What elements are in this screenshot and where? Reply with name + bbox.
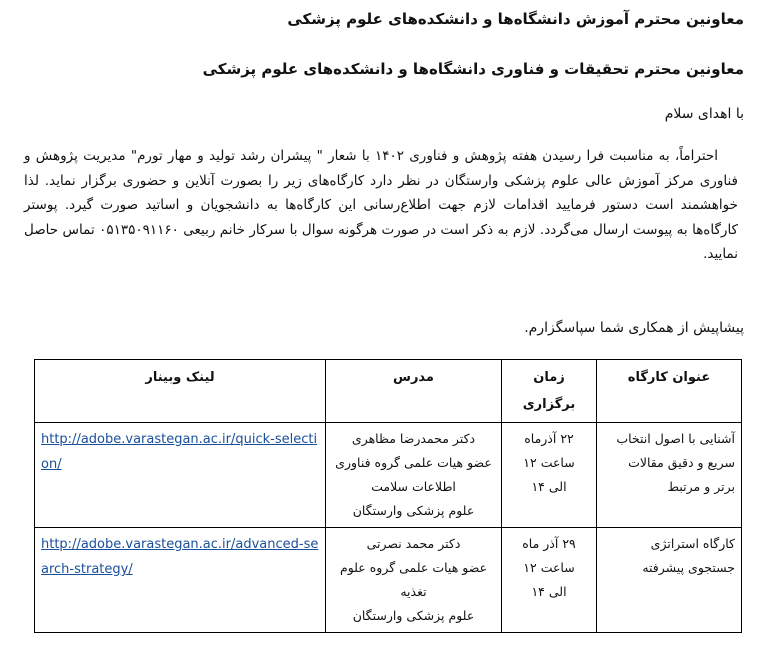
workshop-title-cell: [597, 423, 742, 528]
teacher-line: تغذیه: [400, 584, 427, 599]
workshop-time-line: الی ۱۴: [531, 479, 567, 494]
greeting: با اهدای سلام: [664, 106, 744, 122]
workshop-title-line: کارگاه استراتژی: [650, 536, 735, 551]
table-header-row: [35, 360, 742, 423]
header-link: لینک وبینار: [35, 360, 326, 423]
workshop-date-line: ۲۲ آذرماه: [524, 431, 574, 446]
workshop-date-cell: [502, 423, 597, 528]
workshop-teacher-cell: [326, 423, 502, 528]
teacher-line: علوم پزشکی وارستگان: [352, 503, 475, 518]
teacher-line: عضو هیات علمی گروه فناوری: [335, 455, 492, 470]
table-row: [35, 528, 742, 633]
workshop-time-line: ساعت ۱۲: [523, 560, 575, 575]
header-date-line2: برگزاری: [522, 397, 576, 412]
teacher-line: دکتر محمد نصرتی: [366, 536, 461, 551]
teacher-line: عضو هیات علمی گروه علوم: [339, 560, 488, 575]
teacher-line: دکتر محمدرضا مظاهری: [351, 431, 476, 446]
webinar-link[interactable]: http://adobe.varastegan.ac.ir/quick-selection/: [41, 432, 318, 472]
workshop-date-cell: [502, 528, 597, 633]
recipient-heading-education: معاونین محترم آموزش دانشگاه‌ها و دانشکده‌های علوم پزشکی: [287, 10, 744, 28]
webinar-link[interactable]: http://adobe.varastegan.ac.ir/advanced-search-strategy/: [41, 537, 319, 577]
workshop-time-line: ساعت ۱۲: [523, 455, 575, 470]
header-date-line1: زمان: [533, 370, 565, 385]
webinar-link-cell: [35, 423, 326, 528]
teacher-line: علوم پزشکی وارستگان: [352, 608, 475, 623]
table-row: [35, 423, 742, 528]
header-teacher: مدرس: [326, 360, 502, 423]
body-paragraph: احتراماً، به مناسبت فرا رسیدن هفته پژوهش و فناوری ۱۴۰۲ با شعار " پیشران رشد تولید و مهار تورم" مدیریت پژوهش و فناوری مرکز آموزش عالی علوم پزشکی وارستگان در نظر دارد کارگاه‌های زیر را بصورت آنلاین و حضوری برگزار نماید. لذا خواهشمند است دستور فرمایید اقدامات لازم جهت اطلاع‌رسانی این کارگاه‌ها به دانشجویان و اساتید صورت گیرد. پوستر کارگاه‌ها به پیوست ارسال می‌گردد. لازم به ذکر است در صورت هرگونه سوال با سرکار خانم ربیعی ۰۵۱۳۵۰۹۱۱۶۰ تماس حاصل نمایید.: [24, 148, 738, 262]
workshop-table: [34, 359, 742, 633]
workshop-title-line: جستجوی پیشرفته: [642, 560, 735, 575]
header-title: عنوان کارگاه: [597, 360, 742, 423]
header-date: [502, 360, 597, 423]
workshop-time-line: الی ۱۴: [531, 584, 567, 599]
webinar-link-cell: [35, 528, 326, 633]
workshop-title-line: برتر و مرتبط: [667, 479, 735, 494]
workshop-date-line: ۲۹ آذر ماه: [522, 536, 576, 551]
teacher-line: اطلاعات سلامت: [371, 479, 456, 494]
workshop-title-line: سریع و دقیق مقالات: [628, 455, 735, 470]
workshop-teacher-cell: [326, 528, 502, 633]
workshop-title-cell: [597, 528, 742, 633]
closing-thanks: پیشاپیش از همکاری شما سپاسگزارم.: [524, 320, 744, 336]
workshop-title-line: آشنایی با اصول انتخاب: [616, 431, 735, 446]
recipient-heading-research: معاونین محترم تحقیقات و فناوری دانشگاه‌ها و دانشکده‌های علوم پزشکی: [202, 60, 744, 78]
